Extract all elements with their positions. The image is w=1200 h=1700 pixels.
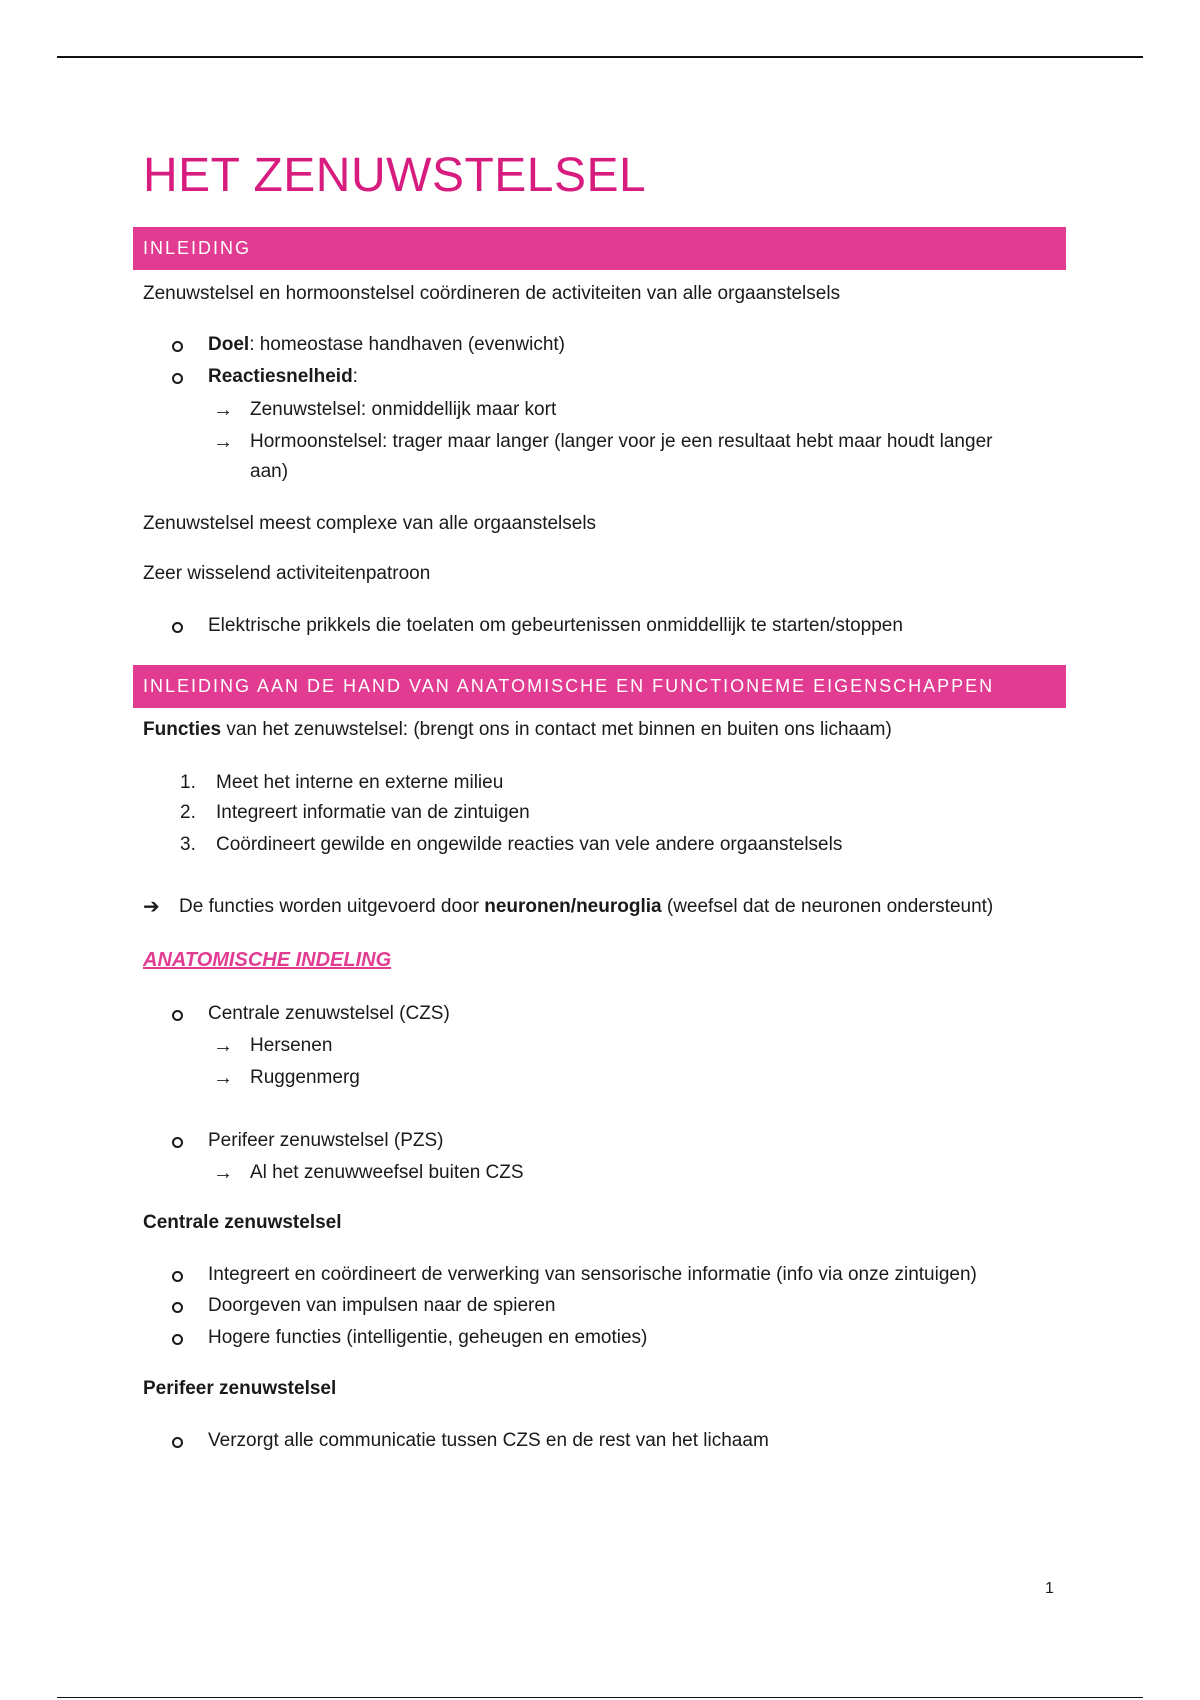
czs-heading: Centrale zenuwstelsel (143, 1212, 342, 1233)
bottom-rule (57, 1697, 1143, 1698)
list-number: 1. (180, 772, 196, 793)
conclusion-bold: neuronen/neuroglia (484, 896, 662, 917)
arrow-right-bold-icon: ➔ (143, 896, 160, 918)
doel-item (208, 332, 565, 358)
bullet-circle-icon (172, 1271, 183, 1282)
czs-arrow-1: Hersenen (250, 1035, 333, 1056)
bullet-circle-icon (172, 1137, 183, 1148)
arrow-right-icon: → (213, 1035, 233, 1057)
functies-text: van het zenuwstelsel: (brengt ons in contact met binnen en buiten ons lichaam) (221, 719, 892, 740)
paragraph-complex: Zenuwstelsel meest complexe van alle orgaanstelsels (143, 513, 597, 534)
bullet-circle-icon (172, 341, 183, 352)
functies-paragraph (143, 717, 892, 743)
reactie-arrow-2-line1: Hormoonstelsel: trager maar langer (langer voor je een resultaat hebt maar houdt langer (250, 431, 993, 452)
conclusion-pre: De functies worden uitgevoerd door (179, 896, 485, 917)
bullet-circle-icon (172, 1334, 183, 1345)
list-item: Integreert informatie van de zintuigen (216, 802, 530, 823)
subheading-anatomische-indeling: ANATOMISCHE INDELING (143, 949, 392, 971)
czs-bullet: Hogere functies (intelligentie, geheugen en emoties) (208, 1327, 648, 1348)
reactie-colon: : (352, 366, 358, 387)
czs-bullet: Doorgeven van impulsen naar de spieren (208, 1295, 556, 1316)
page-number: 1 (1045, 1580, 1054, 1597)
pzs-item: Perifeer zenuwstelsel (PZS) (208, 1130, 444, 1151)
reactie-item (208, 364, 358, 390)
bullet-prikkels: Elektrische prikkels die toelaten om gebeurtenissen onmiddellijk te starten/stoppen (208, 615, 903, 636)
bullet-circle-icon (172, 1437, 183, 1448)
doel-label: Doel (208, 334, 250, 355)
arrow-right-icon: → (213, 399, 233, 421)
czs-arrow-2: Ruggenmerg (250, 1067, 360, 1088)
list-number: 3. (180, 834, 196, 855)
bullet-circle-icon (172, 1010, 183, 1021)
arrow-right-icon: → (213, 1162, 233, 1184)
pzs-bullet: Verzorgt alle communicatie tussen CZS en de rest van het lichaam (208, 1430, 769, 1451)
section-header-anatomische: INLEIDING AAN DE HAND VAN ANATOMISCHE EN FUNCTIONEME EIGENSCHAPPEN (133, 665, 1066, 708)
functies-label: Functies (143, 719, 222, 740)
list-number: 2. (180, 802, 196, 823)
list-item: Coördineert gewilde en ongewilde reacties van vele andere orgaanstelsels (216, 834, 843, 855)
czs-item: Centrale zenuwstelsel (CZS) (208, 1003, 450, 1024)
pzs-arrow-1: Al het zenuwweefsel buiten CZS (250, 1162, 524, 1183)
bullet-circle-icon (172, 373, 183, 384)
reactie-label: Reactiesnelheid (208, 366, 353, 387)
reactie-arrow-1: Zenuwstelsel: onmiddellijk maar kort (250, 399, 557, 420)
bullet-circle-icon (172, 622, 183, 633)
paragraph-activity: Zeer wisselend activiteitenpatroon (143, 563, 431, 584)
list-item: Meet het interne en externe milieu (216, 772, 504, 793)
page-title: HET ZENUWSTELSEL (143, 149, 647, 202)
czs-bullet: Integreert en coördineert de verwerking van sensorische informatie (info via onze zintuigen) (208, 1264, 977, 1285)
conclusion-paragraph (179, 894, 993, 920)
pzs-heading: Perifeer zenuwstelsel (143, 1378, 337, 1399)
section-header-inleiding: INLEIDING (133, 227, 1066, 270)
conclusion-post: (weefsel dat de neuronen ondersteunt) (661, 896, 994, 917)
reactie-arrow-2-line2: aan) (250, 461, 289, 482)
doel-text: : homeostase handhaven (evenwicht) (249, 334, 565, 355)
arrow-right-icon: → (213, 1067, 233, 1089)
arrow-right-icon: → (213, 431, 233, 453)
top-rule (57, 56, 1143, 58)
bullet-circle-icon (172, 1302, 183, 1313)
intro-paragraph: Zenuwstelsel en hormoonstelsel coördineren de activiteiten van alle orgaanstelsels (143, 283, 841, 304)
